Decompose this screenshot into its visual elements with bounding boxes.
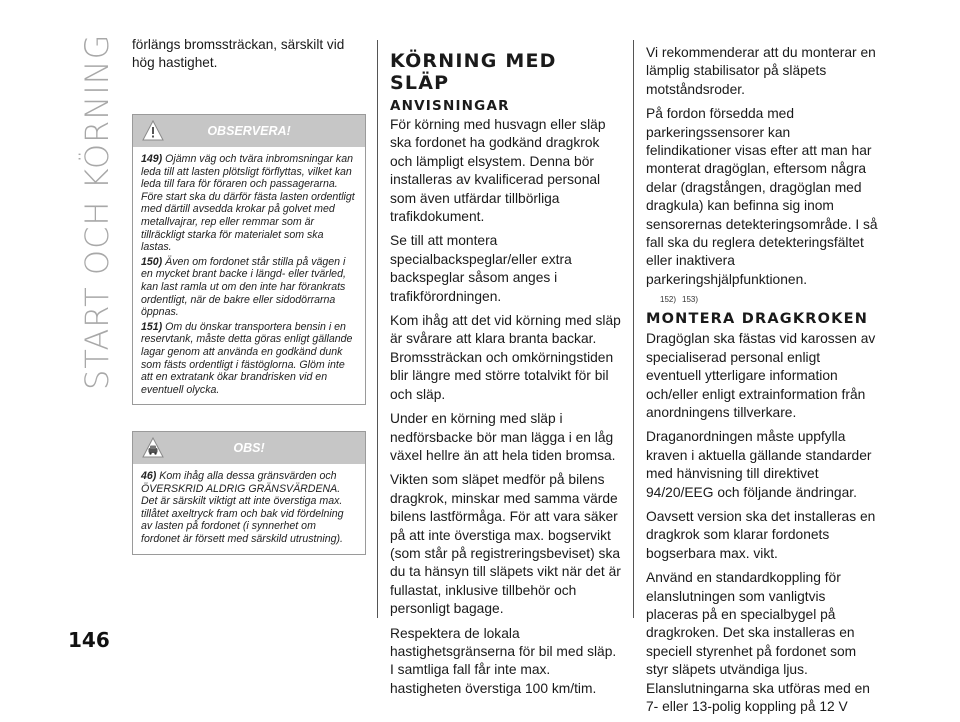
reference-numbers [660, 295, 878, 304]
warning-box-title: OBSERVERA! [207, 124, 291, 138]
column-left [132, 36, 364, 79]
column-divider [633, 40, 634, 618]
note-box-header [133, 432, 365, 464]
body-paragraph: Oavsett version ska det installeras en dragkrok som klarar fordonets bogserbara max. vikt. [646, 508, 876, 561]
body-paragraph: Använd en standardkoppling för elanslutningen som vanligtvis placeras på en specialbygel på dragkroken. Det ska installeras en speciell styrenhet på fordonet som styr släpets utvändiga ljus. Elanslutningarna ska utföras med en 7- eller 13-polig koppling på 12 V [646, 570, 870, 714]
body-paragraph: För körning med husvagn eller släp ska fordonet ha godkänd dragkrok och lämpligt elsystem. Denna bör installeras av kvalificerad personal som även utfärdar tillbörliga trafikdokument. [390, 117, 606, 225]
body-paragraph: Kom ihåg att det vid körning med släp är svårare att klara branta backar. Bromssträckan och omkörningstiden blir längre med större totalvikt för bil och släp. [390, 313, 621, 402]
column-middle [390, 38, 622, 704]
body-paragraph: Under en körning med släp i nedförsbacke bör man lägga i en låg växel hellre än att hela tiden bromsa. [390, 411, 616, 463]
section-heading: MONTERA DRAGKROKEN [646, 311, 869, 328]
note-item-text: Kom ihåg alla dessa gränsvärden och ÖVERSKRID ALDRIG GRÄNSVÄRDENA. Det är särskilt viktigt att inte överstiga max. tillåtet axeltryck fram och bak vid fördelning av lasten på fordonet (i synnerhet om fordonet är försett med särskild utrustning). [141, 470, 344, 545]
warning-item [141, 153, 357, 254]
note-box-body [133, 464, 365, 554]
body-paragraph: Se till att montera specialbackspeglar/eller extra backspeglar såsom anges i trafikförordningen. [390, 233, 572, 304]
note-box-title: OBS! [233, 441, 265, 455]
warning-item-text: Om du önskar transportera bensin i en reservtank, måste detta göras enligt gällande lagar genom att använda en godkänd dunk som fästs ordentligt i fästöglorna. Glöm inte att en extratank ökar brandrisken vid en eventuell olycka. [141, 320, 353, 396]
warning-triangle-icon [141, 119, 165, 143]
page-number: 146 [68, 628, 110, 652]
warning-item-number: 150) [141, 255, 163, 268]
car-note-icon [141, 436, 165, 460]
body-paragraph: Respektera de lokala hastighetsgränserna för bil med släp. I samtliga fall får inte max. hastigheten överstiga 100 km/tim. [390, 625, 617, 696]
section-title: START OCH KÖRNING [78, 33, 116, 390]
column-right [646, 44, 878, 722]
note-item [141, 470, 357, 546]
warning-box-body [133, 147, 365, 404]
subsection-heading: ANVISNINGAR [390, 98, 510, 114]
body-paragraph: Vikten som släpet medför på bilens dragkrok, minskar med samma värde bilens lastförmåga. För att vara säker på att inte överstiga max. bogservikt (som står på registreringsbeviset) ska du ta hänsyn till släpets vikt när det är fullastat, inklusive tillbehör och personligt bagage. [390, 472, 621, 617]
warning-item-number: 151) [141, 320, 163, 333]
body-paragraph: Vi rekommenderar att du monterar en lämplig stabilisator på släpets motståndsroder. [646, 45, 876, 97]
warning-item-number: 149) [141, 153, 163, 165]
warning-item-text: Även om fordonet står stilla på vägen i en mycket brant backe i längd- eller tvärled, kan last ramla ut om den inte har förankrats ordentligt, när de bakre eller sidodörrarna öppnas. [141, 255, 346, 319]
body-paragraph: Dragöglan ska fästas vid karossen av specialiserad personal enligt eventuell ytterligare information och/eller enligt extrainformation från anordningens tillverkare. [646, 331, 876, 420]
warning-box-header [133, 115, 365, 147]
reference-number: 153) [682, 295, 699, 305]
body-paragraph: Draganordningen måste uppfylla kraven i aktuella gällande standarder med hänvisning till direktivet 94/20/EEG och följande ändringar. [646, 429, 872, 500]
warning-item-text: Ojämn väg och tvära inbromsningar kan leda till att lasten plötsligt förflyttas, vilket kan leda till fara för föraren och passagerarna. Före start ska du därför fästa lasten ordentligt med därtill avsedda krokar på golvet med metallvajrar, rep eller remmar som är tillräckligt starka för materialet som ska lastas. [141, 153, 355, 254]
intro-paragraph: förlängs bromssträckan, särskilt vid hög hastighet. [132, 37, 345, 71]
section-heading: KÖRNING MED SLÄP [390, 50, 557, 94]
reference-number: 152) [660, 295, 677, 305]
note-item-number: 46) [141, 470, 157, 482]
warning-box [132, 114, 366, 405]
column-divider [377, 40, 378, 618]
warning-item [141, 321, 357, 397]
warning-item [141, 256, 357, 319]
body-paragraph: På fordon försedda med parkeringssensorer kan felindikationer visas efter att man har monterat dragöglan, eftersom några delar (dragstången, dragöglan med dragkula) kan befinna sig inom sensorernas detekteringsområde. I så fall ska du reglera detekteringsfältet eller inaktivera parkeringshjälpfunktionen. [646, 106, 878, 287]
sidebar [0, 0, 118, 683]
note-box [132, 431, 366, 555]
